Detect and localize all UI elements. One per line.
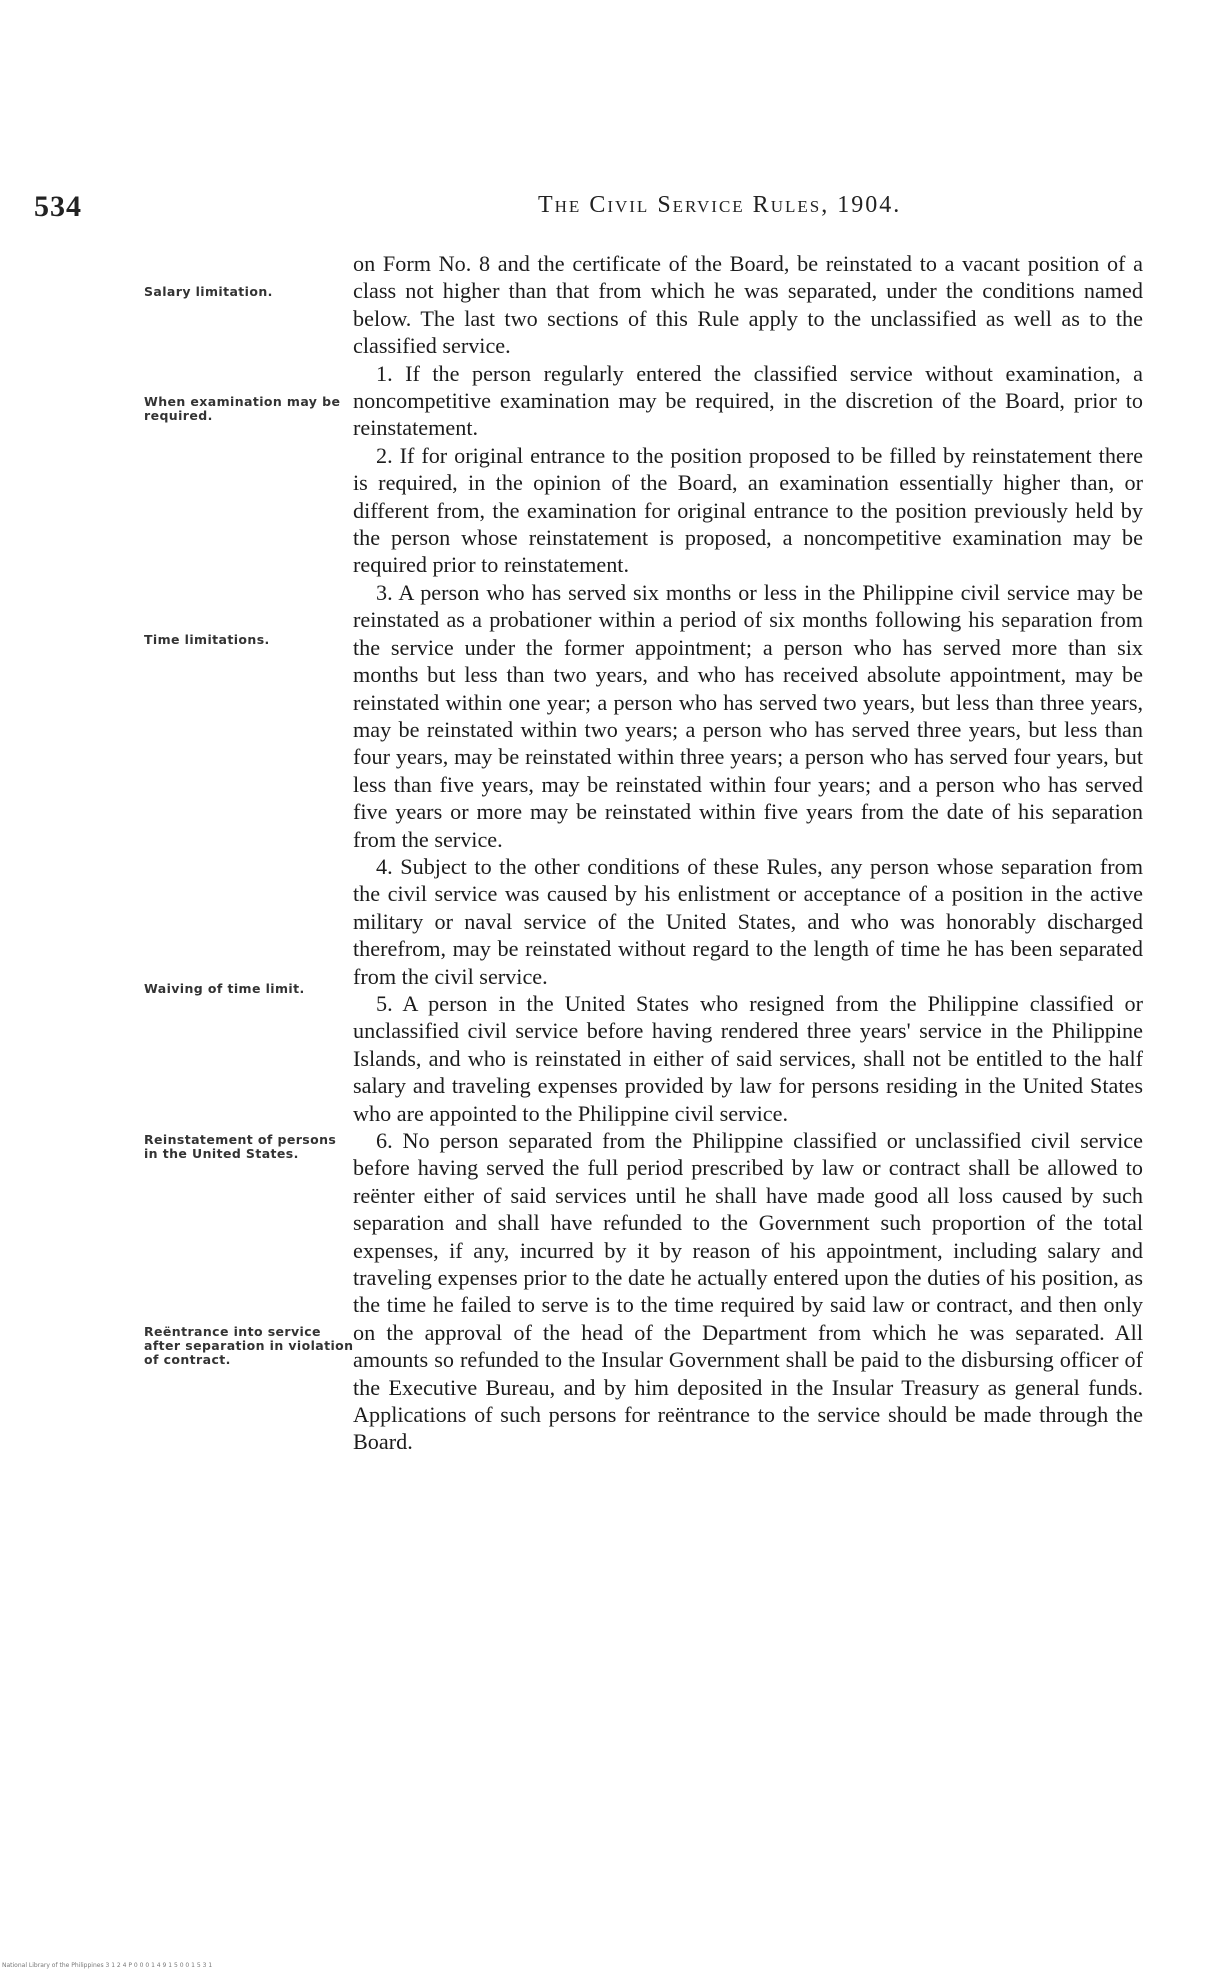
paragraph-rule-6: 6. No person separated from the Philippine classified or unclassified civil service before having served the full period prescribed by law or contract shall be allowed to reënter either of said services until he shall have made good all loss caused by such separation and shall have refunded to the Government such proportion of the total expenses, if any, incurred by it by reason of his appointment, including salary and traveling expenses prior to the date he actually entered upon the duties of his position, as the time he failed to serve is to the time required by said law or contract, and then only on the approval of the head of the Department from which he was separated. All amounts so refunded to the Insular Government shall be paid to the disbursing officer of the Executive Bureau, and by him deposited in the Insular Treasury as general funds. Applications of such persons for reëntrance to the service should be made through the Board. bbox=[353, 1128, 1143, 1455]
paragraph-rule-4: 4. Subject to the other conditions of these Rules, any person whose separation from the civil service was caused by his enlistment or acceptance of a position in the active military or naval service of the United States, and who was honorably discharged therefrom, may be reinstated without regard to the length of time he has been separated from the civil service. bbox=[353, 853, 1143, 989]
paragraph-rule-2: 2. If for original entrance to the position proposed to be filled by reinstatement there is required, in the opinion of the Board, an examination essentially higher than, or different from, the examination for original entrance to the position previously held by the person whose reinstatement is proposed, a noncompetitive examination may be required prior to reinstatement. bbox=[353, 442, 1143, 578]
running-head: The Civil Service Rules, 1904. bbox=[538, 192, 902, 218]
paragraph-continuation: on Form No. 8 and the certificate of the Board, be reinstated to a vacant position of a class not higher than that from which he was separated, under the conditions named below. The last two sections of this Rule apply to the unclassified as well as to the classified service. bbox=[353, 251, 1143, 359]
margin-note-when-examination: When examination may be required. bbox=[144, 394, 341, 423]
paragraph-rule-3: 3. A person who has served six months or less in the Philippine civil service may be reinstated as a probationer within a period of six months following his separation from the service under the former appointment; a person who has served more than six months but less than two years, and who has received absolute appointment, may be reinstated within one year; a person who has served two years, but less than three years, may be reinstated within two years; a person who has served three years, but less than four years, may be reinstated within three years; a person who has served four years, but less than five years, may be reinstated within four years; and a person who has served five years or more may be reinstated within five years from the date of his separation from the service. bbox=[353, 579, 1143, 852]
paragraph-rule-5: 5. A person in the United States who resigned from the Philippine classified or unclassified civil service before having rendered three years' service in the Philippine Islands, and who is reinstated in either of said services, shall not be entitled to the half salary and traveling expenses provided by law for persons residing in the United States who are appointed to the Philippine civil service. bbox=[353, 990, 1143, 1126]
margin-note-reinstatement-us: Reinstatement of persons in the United States. bbox=[144, 1132, 337, 1161]
page-number: 534 bbox=[34, 190, 82, 223]
body-text bbox=[353, 250, 1143, 1456]
footer-credit: National Library of the Philippines 3 1 2 4 P 0 0 0 1 4 9 1 5 0 0 1 5 3 1 bbox=[2, 1962, 213, 1969]
margin-note-reentrance: Reëntrance into service after separation in violation of contract. bbox=[144, 1324, 354, 1367]
margin-note-waiving-time-limit: Waiving of time limit. bbox=[144, 981, 305, 996]
margin-note-salary-limitation: Salary limitation. bbox=[144, 284, 273, 299]
paragraph-rule-1: 1. If the person regularly entered the classified service without examination, a noncompetitive examination may be required, in the discretion of the Board, prior to reinstatement. bbox=[353, 360, 1143, 441]
margin-note-time-limitations: Time limitations. bbox=[144, 632, 270, 647]
